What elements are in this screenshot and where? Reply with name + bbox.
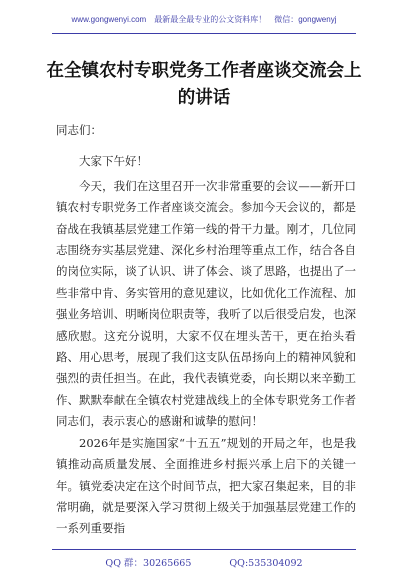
document-title: 在全镇农村专职党务工作者座谈交流会上的讲话 bbox=[46, 61, 362, 108]
footer-divider bbox=[52, 549, 356, 550]
salutation: 同志们： bbox=[56, 123, 102, 137]
page-footer bbox=[0, 555, 408, 569]
header-slogan: 最新最全最专业的公文资料库！ bbox=[154, 15, 267, 24]
page-header bbox=[0, 14, 408, 25]
paragraph: 今天，我们在这里召开一次非常重要的会议——新开口镇农村专职党务工作者座谈交流会。参加今天会议的，都是奋战在我镇基层党建工作第一线的骨干力量。刚才，几位同志围绕夯实基层党建、深化乡村治理等重点工作，结合各自的岗位实际，谈了认识、讲了体会、谈了思路，也提出了一些非常中肯、务实管用的意见建议，比如优化工作流程、加强业务培训、明晰岗位职责等，我听了以后很受启发，也深感欣慰。这充分说明，大家不仅在埋头苦干，更在抬头看路、用心思考，展现了我们这支队伍昂扬向上的精神风貌和强烈的责任担当。在此，我代表镇党委，向长期以来辛勤工作、默默奉献在全镇农村党建战线上的全体专职党务工作者同志们，表示衷心的感谢和诚挚的慰问！ bbox=[56, 178, 356, 429]
document-body bbox=[56, 120, 356, 540]
footer-qq-group: QQ 群：30265665 bbox=[105, 558, 192, 569]
paragraph: 2026年是实施国家“十五五”规划的开局之年，也是我镇推动高质量发展、全面推进乡村振兴承上启下的关键一年。镇党委决定在这个时间节点，把大家召集起来，目的非常明确，就是要深入学习贯彻上级关于加强基层党建工作的一系列重要指 bbox=[56, 435, 356, 536]
greeting: 大家下午好！ bbox=[79, 154, 148, 169]
header-divider bbox=[52, 33, 356, 34]
footer-qq: QQ:535304092 bbox=[229, 558, 303, 569]
header-site-url[interactable]: www.gongwenyi.com bbox=[71, 15, 147, 24]
header-wechat: 微信：gongwenyj bbox=[274, 15, 337, 24]
